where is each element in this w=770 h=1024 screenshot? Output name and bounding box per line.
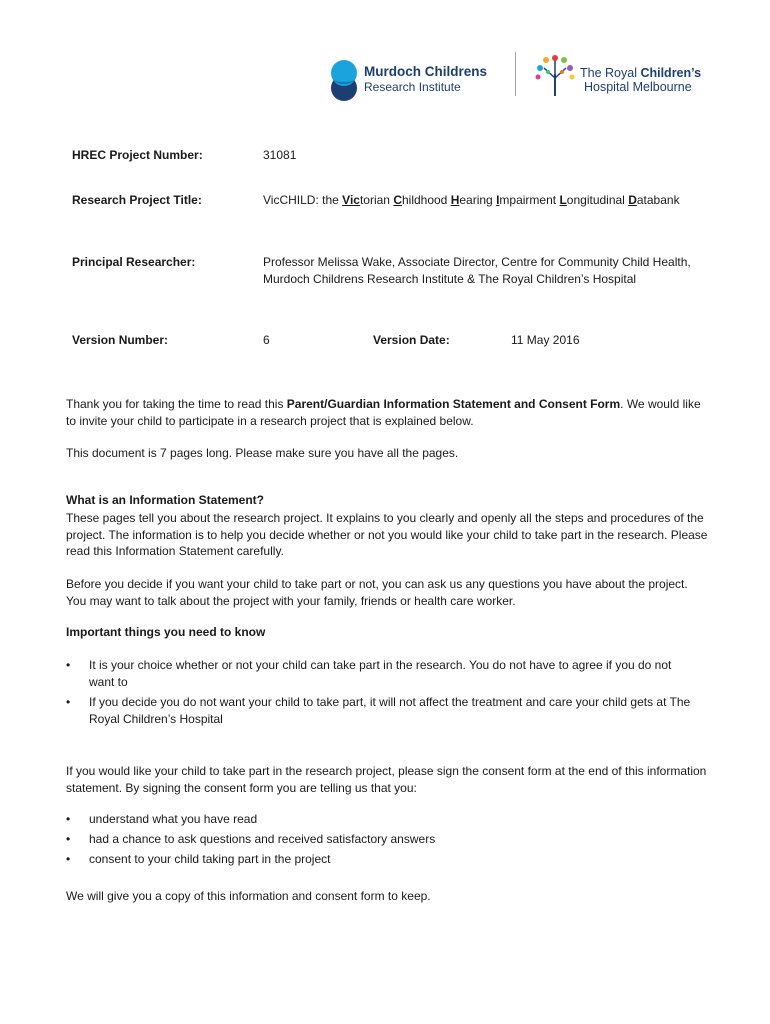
bullet-icon: • [66,812,71,826]
logo-divider [515,52,516,96]
document-page: Murdoch Childrens Research Institute The Royal Children’s Hospital Melbourne HREC Project Number: 31081 Research Project Title: VicCHILD: the Victorian Childhood Hearing Impairment Longitudinal Databank Principal Researcher: Professor Melissa Wake, Associate Director, Centre for Community Child Health, Murdoch Childrens Research Institute & The Royal Children’s Hospital Version Number: 6 Version Date: 11 May 2016 Thank you for taking the time to read this Parent/Guardian Information Statement and Consent Form. We would like to invite your child to participate in a research project that is explained below. This document is 7 pages long. Please make sure you have all the pages. What is an Information Statement? These pages tell you about the research project. It explains to you clearly and openly all the steps and procedures of the project. The information is to help you decide whether or not you would like your child to take part in the research. Please read this Information Statement carefully. Before you decide if you want your child to take part or not, you can ask us any questions you have about the project. You may want to talk about the project with your family, friends or health care worker. Important things you need to know • It is your choice whether or not your child can take part in the research. You do not have to agree if you do not want to • If you decide you do not want your child to take part, it will not affect the treatment and care your child gets at The Royal Children’s Hospital If you would like your child to take part in the research project, please sign the consent form at the end of this information statement. By signing the consent form you are telling us that you: • understand what you have read • had a chance to ask questions and received satisfactory answers • consent to your child taking part in the project We will give you a copy of this information and consent form to keep. [0,0,770,1024]
important-heading: Important things you need to know [66,625,266,639]
date-value: 11 May 2016 [511,333,580,347]
before-paragraph: Before you decide if you want your child to take part or not, you can ask us any questions you have about the project. You may want to talk about the project with your family, friends or health care worker. [66,577,688,608]
title-value: VicCHILD: the Victorian Childhood Hearing Impairment Longitudinal Databank [263,193,680,207]
hrec-label: HREC Project Number: [72,148,203,162]
date-label: Version Date: [373,333,450,347]
researcher-value: Professor Melissa Wake, Associate Director, Centre for Community Child Health, Murdoch Childrens Research Institute & The Royal Children’s Hospital [263,255,691,286]
title-label: Research Project Title: [72,193,202,207]
rch-logo-subname: Hospital Melbourne [584,80,692,94]
sign-paragraph: If you would like your child to take part in the research project, please sign the consent form at the end of this information statement. By signing the consent form you are telling us that you: [66,764,707,795]
mcri-logo [328,58,503,102]
rch-logo-name: The Royal Children’s [580,66,702,80]
mcri-logo-name: Murdoch Childrens [364,64,488,79]
rch-tree-icon [534,52,576,96]
hrec-value: 31081 [263,148,297,162]
mcri-logo-subname: Research Institute [364,80,461,94]
bullet-icon: • [66,852,71,866]
version-value: 6 [263,333,270,347]
what-heading: What is an Information Statement? [66,493,265,507]
mcri-logo-icon [328,58,360,102]
copy-paragraph: We will give you a copy of this information and consent form to keep. [66,889,431,903]
rch-logo [534,52,714,98]
pages-paragraph: This document is 7 pages long. Please make sure you have all the pages. [66,446,459,460]
bullet-icon: • [66,658,71,672]
what-paragraph: These pages tell you about the research project. It explains to you clearly and openly all the steps and procedures of the project. The information is to help you decide whether or not you would like your child to take part in the research. Please read this Information Statement carefully. [66,511,708,558]
bullet-icon: • [66,695,71,709]
bullet-icon: • [66,832,71,846]
version-label: Version Number: [72,333,169,347]
researcher-label: Principal Researcher: [72,255,196,269]
intro-paragraph: Thank you for taking the time to read this Parent/Guardian Information Statement and Consent Form. We would like to invite your child to participate in a research project that is explained below. [66,397,701,428]
